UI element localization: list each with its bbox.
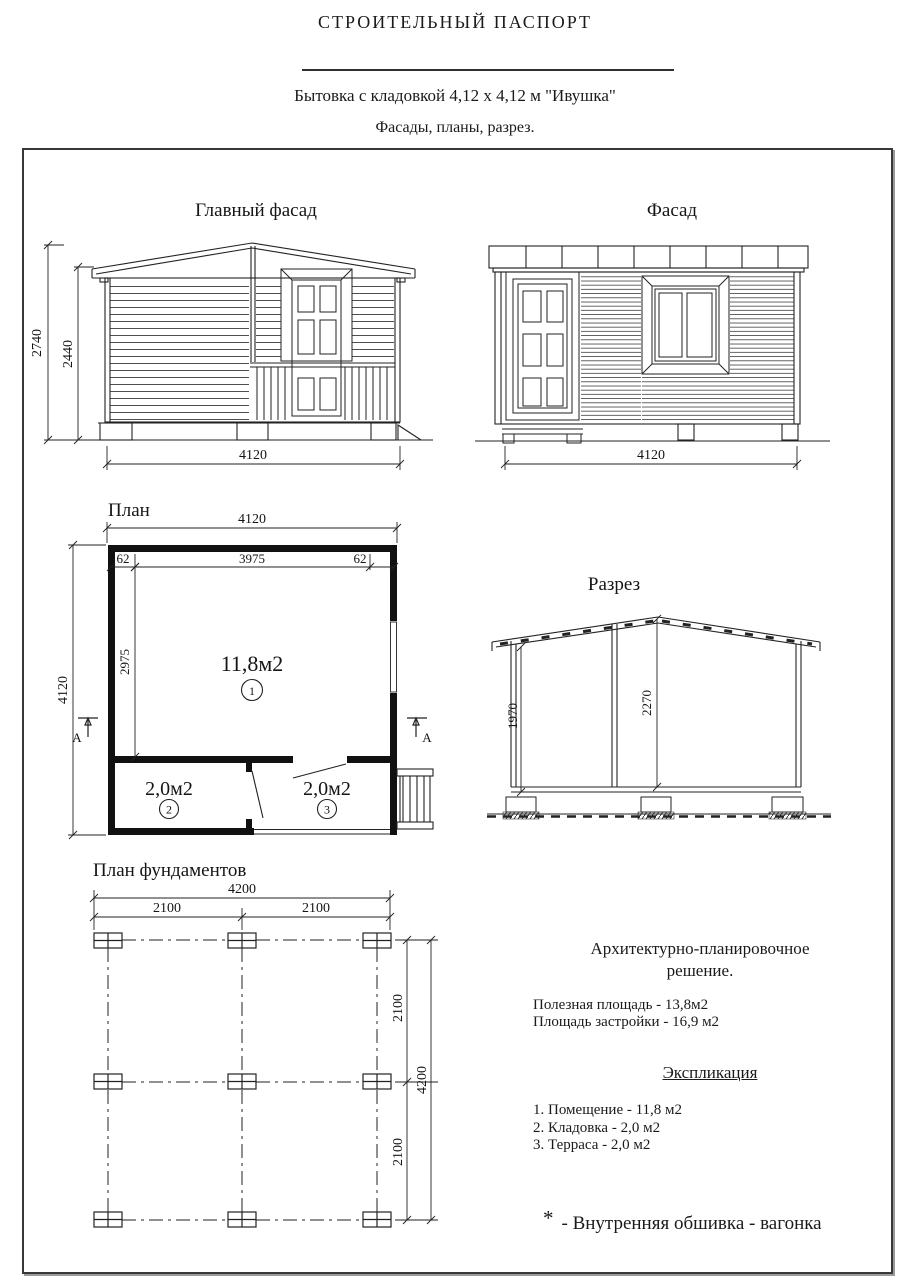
notes-heading	[520, 938, 880, 982]
room-3-number: 3	[324, 802, 330, 817]
dim-label-plan-4120-left: 4120	[56, 676, 71, 704]
dim-label-62-left: 62	[116, 551, 130, 566]
dim-label-2100-right: 2100	[302, 901, 330, 916]
page-subtitle: Бытовка с кладовкой 4,12 х 4,12 м "Ивушка"	[294, 86, 616, 105]
explication-heading	[520, 1063, 900, 1083]
explication-list	[533, 1102, 682, 1155]
room-3-area: 2,0м2	[303, 778, 351, 800]
page-subtitle-2: Фасады, планы, разрез.	[375, 119, 535, 136]
dim-label-4120-side: 4120	[637, 448, 665, 463]
side-facade-foundation	[475, 424, 830, 441]
room-2-area: 2,0м2	[145, 778, 193, 800]
dim-label-2440: 2440	[61, 340, 76, 368]
notes-areas	[533, 997, 719, 1031]
dim-label-2100-left: 2100	[153, 901, 181, 916]
room-1-area: 11,8м2	[220, 651, 284, 676]
plan-room-1	[221, 651, 284, 701]
section-title: Разрез	[587, 574, 641, 595]
plan-section-mark-right	[407, 718, 432, 745]
plan-room-3	[303, 778, 351, 819]
section-roof	[492, 617, 820, 651]
drawing-plan	[55, 495, 460, 850]
side-facade-title: Фасад	[646, 200, 698, 221]
dim-label-plan-4120-top: 4120	[238, 512, 266, 527]
drawing-side-facade	[460, 195, 890, 485]
main-facade-walls	[105, 278, 400, 422]
useful-area-text: Полезная площадь - 13,8м2	[533, 997, 709, 1013]
section-mark-letter-right: А	[422, 730, 432, 745]
explication-item-3: 3. Терраса - 2,0 м2	[533, 1137, 651, 1153]
dim-label-2270: 2270	[639, 690, 654, 716]
footnote	[543, 1206, 822, 1235]
dim-label-62-right: 62	[353, 551, 367, 566]
plan-steps	[397, 769, 433, 829]
plan-section-mark-left	[72, 718, 98, 745]
plan-room-2	[145, 778, 193, 819]
footnote-asterisk: *	[543, 1206, 554, 1230]
section-structure	[511, 624, 801, 792]
dim-label-2975: 2975	[117, 649, 132, 675]
plan-dimensions	[68, 522, 401, 839]
drawing-foundation-plan	[55, 855, 460, 1270]
section-foundation	[487, 797, 831, 819]
dim-label-2740: 2740	[30, 329, 45, 357]
dim-label-4200-top: 4200	[228, 882, 256, 897]
dim-label-4120-main: 4120	[239, 448, 267, 463]
side-facade-fascia	[489, 246, 808, 272]
dim-label-2100-side-top: 2100	[391, 994, 406, 1022]
foundation-title: План фундаментов	[93, 860, 247, 881]
main-facade-title: Главный фасад	[195, 200, 317, 221]
explication-title: Экспликация	[662, 1063, 758, 1082]
drawing-main-facade	[30, 195, 450, 485]
dim-label-1970: 1970	[505, 703, 520, 729]
dim-label-4200-side: 4200	[415, 1066, 430, 1094]
header-divider	[302, 69, 674, 71]
page-title: СТРОИТЕЛЬНЫЙ ПАСПОРТ	[317, 12, 593, 32]
main-facade-door	[281, 269, 352, 416]
footnote-text: - Внутренняя обшивка - вагонка	[561, 1213, 822, 1234]
dim-label-3975: 3975	[239, 551, 265, 566]
explication-item-2: 2. Кладовка - 2,0 м2	[533, 1119, 661, 1136]
side-facade-window	[642, 276, 729, 374]
built-area-text: Площадь застройки - 16,9 м2	[533, 1014, 720, 1030]
drawing-section	[465, 560, 890, 850]
plan-title: План	[108, 500, 150, 521]
notes-heading-line1: Архитектурно-планировочное	[590, 939, 810, 958]
notes-heading-line2: решение.	[666, 961, 734, 980]
explication-item-1: 1. Помещение - 11,8 м2	[533, 1102, 683, 1118]
dim-label-2100-side-bottom: 2100	[391, 1138, 406, 1166]
room-1-number: 1	[249, 684, 255, 698]
main-facade-porch-railing	[250, 363, 395, 420]
room-2-number: 2	[166, 802, 172, 817]
section-mark-letter-left: А	[72, 730, 82, 745]
side-facade-door	[502, 272, 583, 443]
main-facade-foundation	[95, 423, 433, 440]
